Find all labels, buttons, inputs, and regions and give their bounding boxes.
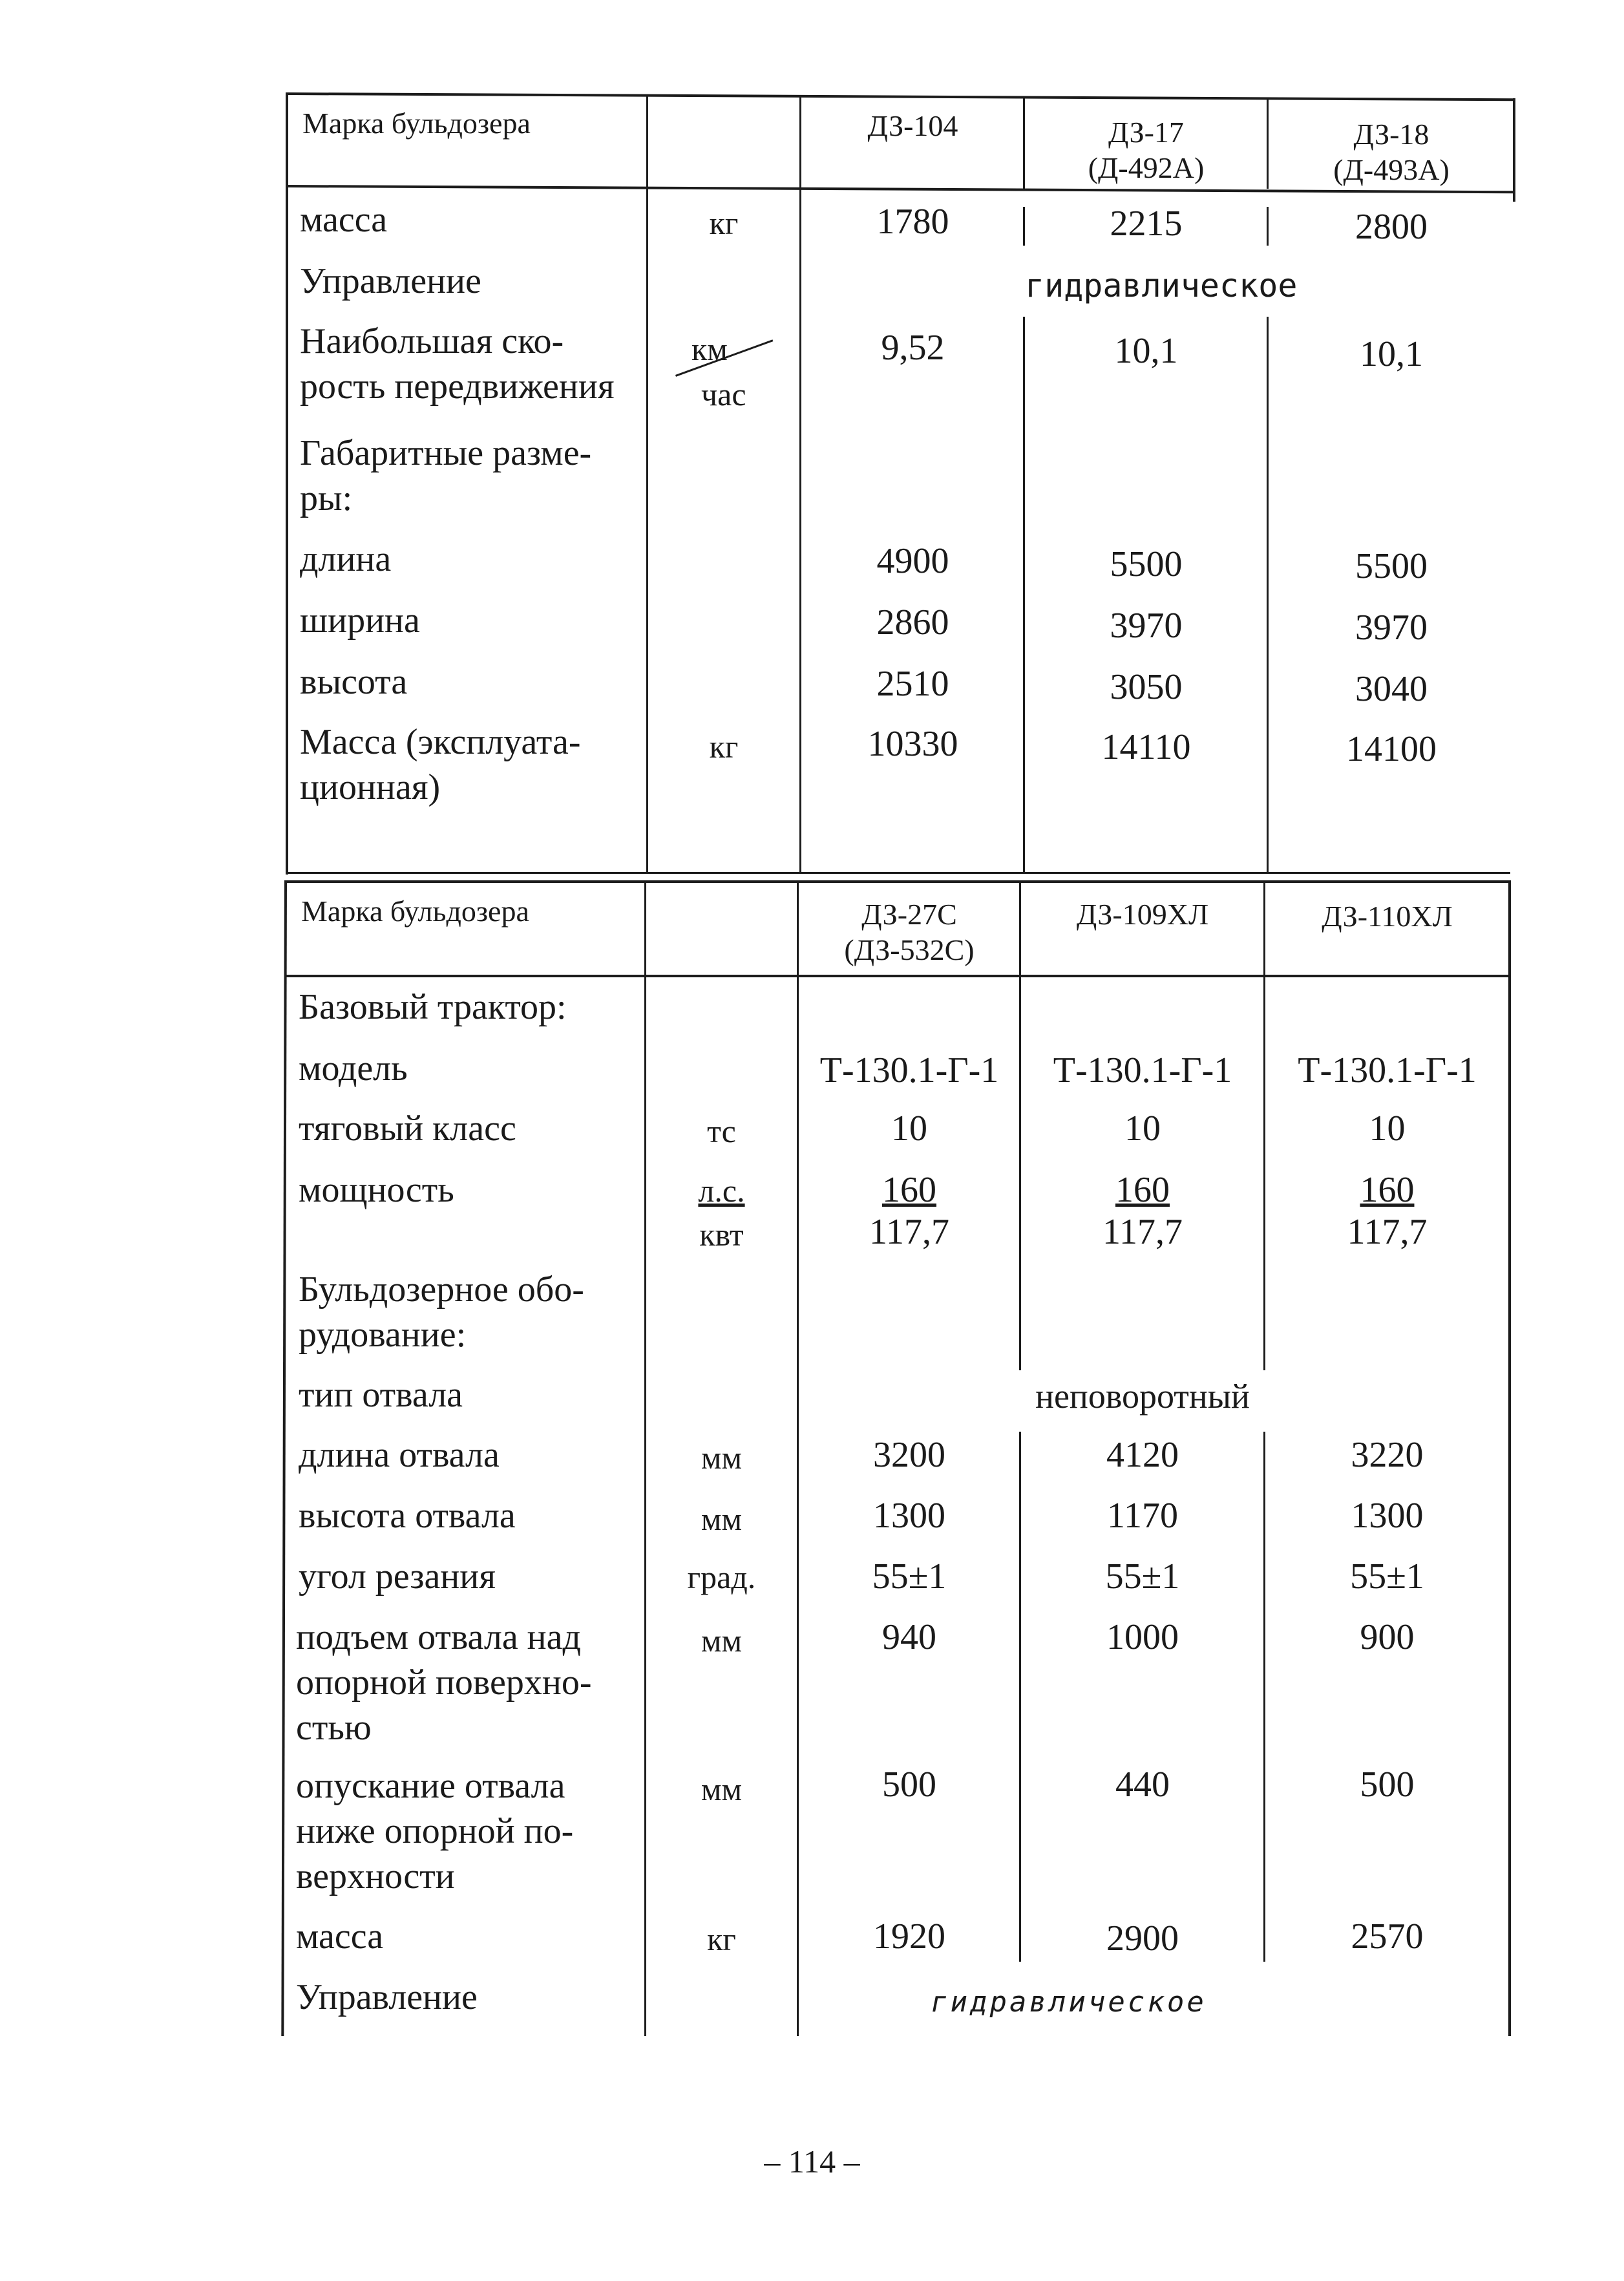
table1-left-border (286, 92, 288, 875)
table2-power-unit-top: л.с. (698, 1172, 745, 1209)
table2-lower-value-1: 500 (882, 1765, 936, 1805)
table2-cut-angle-unit: град. (687, 1559, 756, 1595)
table1-mass-value-2: 2215 (1110, 204, 1183, 244)
table2-model-value-3: Т-130.1-Г-1 (1298, 1050, 1477, 1090)
table2-traction-value-3: 10 (1369, 1109, 1406, 1149)
table1-height-label: высота (300, 662, 408, 702)
table2-model-2: ДЗ-109ХЛ (1076, 898, 1209, 931)
table2-blade-type-label: тип отвала (299, 1375, 463, 1415)
table1-speed-unit-top: км (691, 331, 728, 367)
table2-lift-label-2: опорной поверхно- (296, 1662, 592, 1703)
table2-lift-value-3: 900 (1360, 1617, 1415, 1657)
table2-blade-height-value-3: 1300 (1351, 1496, 1424, 1536)
table2-traction-value-1: 10 (891, 1109, 927, 1149)
table2-model-value-1: Т-130.1-Г-1 (819, 1050, 999, 1090)
page-number: – 114 – (764, 2143, 860, 2180)
table1-opmass-value-3: 14100 (1346, 729, 1437, 769)
table1-height-value-1: 2510 (876, 664, 949, 704)
table1-opmass-value-1: 10330 (867, 724, 958, 764)
table2-blade-length-value-3: 3220 (1351, 1435, 1424, 1475)
table1-col-divider-4c (1267, 317, 1269, 873)
table1-model-2: ДЗ-17 (1108, 116, 1184, 149)
table1-width-value-3: 3970 (1355, 608, 1428, 648)
table1-control-value: гидравлическое (1025, 267, 1298, 304)
table2-blade-length-label: длина отвала (299, 1435, 500, 1475)
table1-model-3: ДЗ-18 (1353, 118, 1429, 151)
table1-opmass-unit: кг (709, 728, 739, 765)
table1-speed-label-1: Наибольшая ско- (300, 321, 564, 361)
table2-blade-height-unit: мм (701, 1501, 743, 1537)
table1-mass-value-3: 2800 (1355, 207, 1428, 247)
table1-dims-label-1: Габаритные разме- (300, 433, 592, 473)
table2-blade-length-value-2: 4120 (1106, 1435, 1179, 1475)
table1-length-value-3: 5500 (1355, 546, 1428, 586)
table1-opmass-label-1: Масса (эксплуата- (300, 722, 581, 762)
table2-power-unit-bottom: квт (699, 1216, 744, 1253)
table1-length-label: длина (300, 539, 392, 579)
table2-model-value-2: Т-130.1-Г-1 (1053, 1050, 1232, 1090)
table2-model-label: модель (299, 1048, 408, 1088)
table1-header-label: Марка бульдозера (302, 107, 531, 140)
table2-blade-length-unit: мм (701, 1439, 743, 1476)
table2-lift-unit: мм (701, 1622, 743, 1659)
table2-blade-height-value-1: 1300 (873, 1496, 945, 1536)
table2-mass-value-1: 1920 (873, 1916, 945, 1957)
table1-height-value-2: 3050 (1110, 667, 1183, 707)
table1-length-value-2: 5500 (1110, 544, 1183, 584)
table1-mass-unit: кг (709, 205, 739, 241)
table2-left-border (281, 880, 287, 2036)
table1-width-value-1: 2860 (876, 602, 949, 642)
table1-speed-label-2: рость передвижения (300, 366, 615, 407)
table2-lift-label-3: стью (296, 1708, 372, 1748)
table2-cut-angle-value-3: 55±1 (1350, 1556, 1424, 1597)
table2-power-hp-1: 160 (882, 1170, 936, 1210)
table2-mass-label: масса (296, 1916, 384, 1957)
table2-blade-height-label: высота отвала (299, 1496, 516, 1536)
table2-mass-value-2: 2900 (1106, 1918, 1179, 1958)
table2-model-3: ДЗ-110ХЛ (1322, 900, 1453, 933)
table2-equipment-label-2: рудование: (299, 1315, 467, 1355)
table2-traction-value-2: 10 (1124, 1109, 1161, 1149)
table1-speed-unit-bottom: час (701, 376, 746, 412)
table1-speed-value-2: 10,1 (1114, 331, 1178, 371)
table1-speed-value-3: 10,1 (1360, 334, 1423, 374)
table2-header-label: Марка бульдозера (301, 895, 529, 928)
table1-control-label: Управление (300, 261, 481, 301)
table2-lift-value-1: 940 (882, 1617, 936, 1657)
table1-mass-value-1: 1780 (876, 202, 949, 242)
table2-power-label: мощность (299, 1170, 454, 1210)
table2-mass-value-3: 2570 (1351, 1916, 1424, 1957)
table1-model-2-alt: (Д-492А) (1088, 151, 1205, 184)
table1-opmass-label-2: ционная) (300, 767, 441, 807)
table2-control-value-handwritten: гидравлическое (931, 1986, 1207, 2019)
table1-top-border (288, 92, 1515, 101)
table2-blade-length-value-1: 3200 (873, 1435, 945, 1475)
table1-bottom-rule (286, 872, 1510, 874)
table2-power-kw-1: 117,7 (869, 1212, 949, 1252)
table1-col-divider-3c (1023, 317, 1025, 873)
table2-cut-angle-value-2: 55±1 (1105, 1556, 1180, 1597)
table2-cut-angle-value-1: 55±1 (872, 1556, 947, 1597)
table2-model-1: ДЗ-27С (861, 898, 957, 931)
table2-power-hp-2: 160 (1115, 1170, 1170, 1210)
table1-dims-label-2: ры: (300, 478, 353, 518)
table2-lower-label-2: ниже опорной по- (296, 1811, 574, 1851)
table2-blade-height-value-2: 1170 (1107, 1496, 1178, 1536)
table2-power-kw-3: 117,7 (1347, 1212, 1428, 1252)
table2-cut-angle-label: угол резания (299, 1556, 496, 1597)
table2-lower-label-1: опускание отвала (296, 1766, 565, 1806)
table1-model-1: ДЗ-104 (867, 109, 958, 142)
table1-model-3-alt: (Д-493А) (1333, 153, 1450, 186)
table2-power-kw-2: 117,7 (1102, 1212, 1183, 1252)
table1-height-value-3: 3040 (1355, 669, 1428, 709)
table2-equipment-label-1: Бульдозерное обо- (299, 1269, 584, 1310)
table1-opmass-value-2: 14110 (1101, 727, 1191, 767)
table2-base-tractor-label: Базовый трактор: (299, 987, 567, 1027)
table2-mass-unit: кг (707, 1921, 736, 1957)
table2-power-hp-3: 160 (1360, 1170, 1415, 1210)
table2-traction-unit: тс (707, 1113, 736, 1149)
table1-width-label: ширина (300, 600, 420, 641)
table2-header-rule (284, 975, 1509, 977)
table2-lower-value-3: 500 (1360, 1765, 1415, 1805)
table1-mass-label: масса (300, 200, 388, 240)
table1-speed-value-1: 9,52 (881, 328, 945, 368)
table2-blade-type-value: неповоротный (1035, 1377, 1250, 1416)
table2-lift-value-2: 1000 (1106, 1617, 1179, 1657)
table2-lower-unit: мм (701, 1771, 743, 1807)
table1-length-value-1: 4900 (876, 541, 949, 581)
table1-width-value-2: 3970 (1110, 606, 1183, 646)
table2-top-border (284, 880, 1509, 883)
table2-lower-label-3: верхности (296, 1856, 455, 1896)
table2-traction-label: тяговый класс (299, 1109, 516, 1149)
table2-control-label: Управление (296, 1977, 478, 2017)
table2-lower-value-2: 440 (1115, 1765, 1170, 1805)
table2-lift-label-1: подъем отвала над (296, 1617, 581, 1657)
table2-model-1-alt: (ДЗ-532С) (844, 933, 975, 966)
